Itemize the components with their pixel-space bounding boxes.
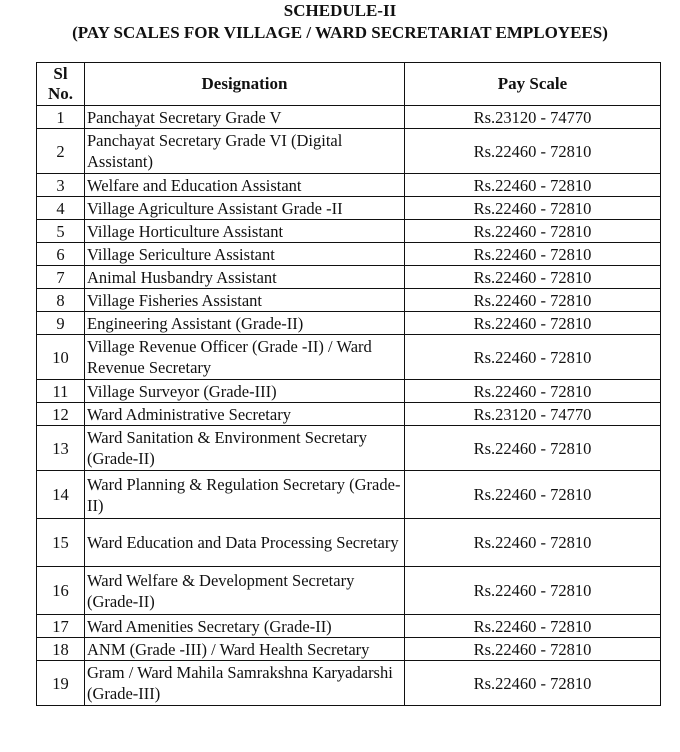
table-row: [37, 471, 661, 519]
table-row: [37, 129, 661, 174]
row-sl: 1: [37, 106, 85, 129]
row-sl: 7: [37, 266, 85, 289]
row-designation: Gram / Ward Mahila Samrakshna Karyadarshi (Grade-III): [85, 661, 405, 706]
row-pay-scale: Rs.23120 - 74770: [405, 106, 661, 129]
table-row: [37, 661, 661, 706]
table-row: [37, 220, 661, 243]
row-designation: Ward Amenities Secretary (Grade-II): [85, 615, 405, 638]
row-designation: Welfare and Education Assistant: [85, 174, 405, 197]
row-pay-scale: Rs.22460 - 72810: [405, 638, 661, 661]
row-sl: 5: [37, 220, 85, 243]
row-pay-scale: Rs.22460 - 72810: [405, 197, 661, 220]
row-sl: 4: [37, 197, 85, 220]
row-sl: 8: [37, 289, 85, 312]
schedule-title: SCHEDULE-II: [283, 1, 397, 20]
row-designation: Ward Sanitation & Environment Secretary (Grade-II): [85, 426, 405, 471]
row-designation: Engineering Assistant (Grade-II): [85, 312, 405, 335]
row-sl: 12: [37, 403, 85, 426]
table-row: [37, 335, 661, 380]
row-designation: Village Sericulture Assistant: [85, 243, 405, 266]
header-sl-no: Sl No.: [37, 63, 85, 106]
row-sl: 17: [37, 615, 85, 638]
table-row: [37, 312, 661, 335]
table-row: [37, 638, 661, 661]
row-sl: 15: [37, 519, 85, 567]
row-pay-scale: Rs.22460 - 72810: [405, 471, 661, 519]
row-sl: 13: [37, 426, 85, 471]
row-designation: Village Fisheries Assistant: [85, 289, 405, 312]
row-designation: Village Agriculture Assistant Grade -II: [85, 197, 405, 220]
row-designation: Village Revenue Officer (Grade -II) / Ward Revenue Secretary: [85, 335, 405, 380]
row-sl: 2: [37, 129, 85, 174]
table-row: [37, 380, 661, 403]
row-pay-scale: Rs.22460 - 72810: [405, 289, 661, 312]
row-sl: 18: [37, 638, 85, 661]
table-row: [37, 106, 661, 129]
row-sl: 6: [37, 243, 85, 266]
row-sl: 10: [37, 335, 85, 380]
table-row: [37, 403, 661, 426]
table-row: [37, 266, 661, 289]
row-pay-scale: Rs.22460 - 72810: [405, 567, 661, 615]
row-designation: Panchayat Secretary Grade VI (Digital Assistant): [85, 129, 405, 174]
row-pay-scale: Rs.22460 - 72810: [405, 426, 661, 471]
row-pay-scale: Rs.22460 - 72810: [405, 380, 661, 403]
header-designation: Designation: [85, 63, 405, 106]
table-row: [37, 174, 661, 197]
table-row: [37, 426, 661, 471]
header-pay-scale: Pay Scale: [405, 63, 661, 106]
table-row: [37, 289, 661, 312]
table-row: [37, 197, 661, 220]
row-pay-scale: Rs.22460 - 72810: [405, 220, 661, 243]
row-pay-scale: Rs.22460 - 72810: [405, 266, 661, 289]
row-pay-scale: Rs.23120 - 74770: [405, 403, 661, 426]
row-designation: Ward Education and Data Processing Secretary: [85, 519, 405, 567]
row-pay-scale: Rs.22460 - 72810: [405, 312, 661, 335]
row-sl: 14: [37, 471, 85, 519]
row-sl: 16: [37, 567, 85, 615]
row-designation: Village Surveyor (Grade-III): [85, 380, 405, 403]
table-row: [37, 519, 661, 567]
row-sl: 11: [37, 380, 85, 403]
row-pay-scale: Rs.22460 - 72810: [405, 174, 661, 197]
row-designation: Panchayat Secretary Grade V: [85, 106, 405, 129]
row-designation: ANM (Grade -III) / Ward Health Secretary: [85, 638, 405, 661]
row-designation: Animal Husbandry Assistant: [85, 266, 405, 289]
row-designation: Ward Administrative Secretary: [85, 403, 405, 426]
row-designation: Village Horticulture Assistant: [85, 220, 405, 243]
row-pay-scale: Rs.22460 - 72810: [405, 129, 661, 174]
table-row: [37, 567, 661, 615]
row-sl: 3: [37, 174, 85, 197]
row-sl: 19: [37, 661, 85, 706]
row-pay-scale: Rs.22460 - 72810: [405, 519, 661, 567]
table-header-row: [37, 63, 661, 106]
pay-scale-table: [36, 62, 661, 706]
row-sl: 9: [37, 312, 85, 335]
row-designation: Ward Planning & Regulation Secretary (Grade-II): [85, 471, 405, 519]
row-pay-scale: Rs.22460 - 72810: [405, 661, 661, 706]
row-pay-scale: Rs.22460 - 72810: [405, 615, 661, 638]
table-row: [37, 615, 661, 638]
schedule-subtitle: (PAY SCALES FOR VILLAGE / WARD SECRETARIAT EMPLOYEES): [72, 23, 608, 42]
row-pay-scale: Rs.22460 - 72810: [405, 335, 661, 380]
row-designation: Ward Welfare & Development Secretary (Grade-II): [85, 567, 405, 615]
row-pay-scale: Rs.22460 - 72810: [405, 243, 661, 266]
table-row: [37, 243, 661, 266]
